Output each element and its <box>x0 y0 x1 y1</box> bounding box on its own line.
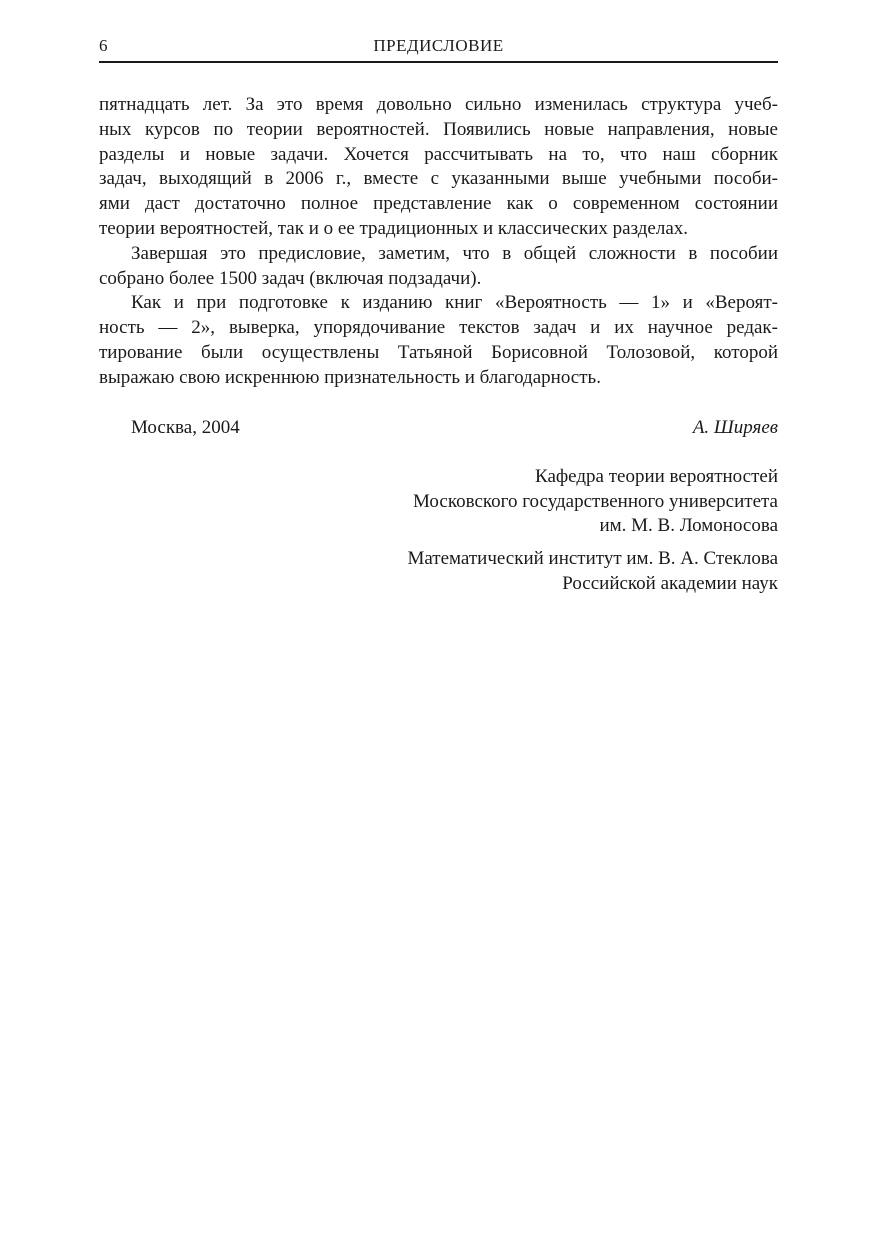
paragraph-3 <box>99 291 778 390</box>
text-line: Как и при подготовке к изданию книг «Вероятность — 1» и «Вероят- <box>131 292 778 314</box>
page-number: 6 <box>99 36 108 55</box>
affiliation-line: им. М. В. Ломоносова <box>599 515 778 536</box>
text-line: ями даст достаточно полное представление как о современном состоянии <box>99 193 778 215</box>
affiliation-line: Математический институт им. В. А. Стеклова <box>407 548 778 569</box>
text-line: Завершая это предисловие, заметим, что в общей сложности в пособии <box>131 242 778 264</box>
running-title: ПРЕДИСЛОВИЕ <box>373 36 504 55</box>
running-head <box>99 36 778 60</box>
text-line: теории вероятностей, так и о ее традиционных и классических разделах. <box>99 217 688 239</box>
affiliation-line: Кафедра теории вероятностей <box>535 466 778 487</box>
text-line: ность — 2», выверка, упорядочивание текстов задач и их научное редак- <box>99 317 778 339</box>
affiliation-msu <box>218 465 778 539</box>
header-rule <box>99 61 778 63</box>
text-line: ных курсов по теории вероятностей. Появились новые направления, новые <box>99 118 778 140</box>
paragraph-1 <box>99 93 778 242</box>
author-name: А. Ширяев <box>692 417 778 438</box>
affiliation-line: Московского государственного университета <box>413 490 778 512</box>
place-date: Москва, 2004 <box>131 417 240 438</box>
text-line: пятнадцать лет. За это время довольно сильно изменилась структура учеб- <box>99 94 778 115</box>
text-line: разделы и новые задачи. Хочется рассчитывать на то, что наш сборник <box>99 143 778 165</box>
text-line: тирование были осуществлены Татьяной Борисовной Толозовой, которой <box>99 341 778 363</box>
text-line: собрано более 1500 задач (включая подзадачи). <box>99 267 482 289</box>
affiliation-line: Российской академии наук <box>562 572 778 594</box>
document-page <box>99 0 778 1240</box>
affiliation-steklov <box>218 547 778 596</box>
text-line: выражаю свою искреннюю признательность и благодарность. <box>99 366 601 388</box>
text-line: задач, выходящий в 2006 г., вместе с указанными выше учебными пособи- <box>99 168 778 190</box>
paragraph-2 <box>99 242 778 292</box>
body-text <box>99 93 778 391</box>
